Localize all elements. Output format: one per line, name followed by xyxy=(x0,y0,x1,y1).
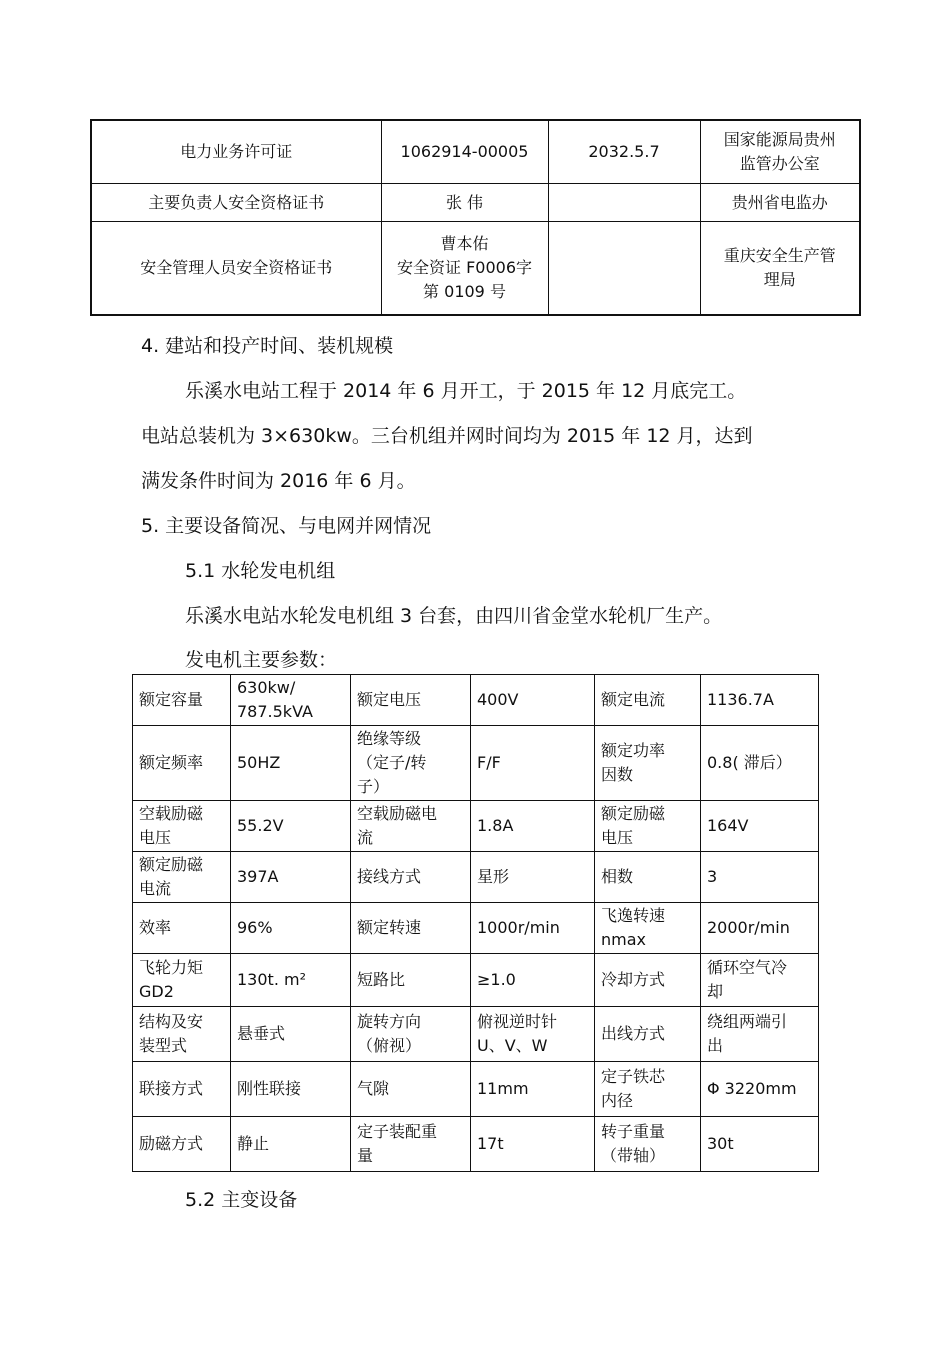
param-value-cell xyxy=(471,1007,595,1062)
param-value: 130t. m² xyxy=(237,970,306,989)
cert-row xyxy=(91,184,860,222)
param-value: 55.2V xyxy=(237,816,284,835)
param-row xyxy=(133,954,819,1007)
param-label: 空载励磁电 xyxy=(357,804,438,823)
param-value-cell xyxy=(231,903,351,954)
param-label-cell xyxy=(595,1117,701,1172)
param-value-cell xyxy=(471,852,595,903)
param-value: 俯视逆时针 xyxy=(477,1012,558,1031)
param-value-cell xyxy=(231,726,351,801)
param-value: 787.5kVA xyxy=(237,702,313,721)
param-row xyxy=(133,801,819,852)
cert-name-cell xyxy=(91,120,381,184)
cert-validity-cell xyxy=(548,184,700,222)
param-value: 400V xyxy=(477,690,519,709)
param-value-cell xyxy=(701,1062,819,1117)
param-value-cell xyxy=(701,726,819,801)
param-label: 电压 xyxy=(139,828,172,847)
cert-issuer-cell-line: 贵州省电监办 xyxy=(731,192,828,212)
cert-issuer-cell xyxy=(700,222,860,316)
param-value: 17t xyxy=(477,1134,504,1153)
param-value-cell xyxy=(231,852,351,903)
param-value-cell xyxy=(701,1007,819,1062)
param-label: 短路比 xyxy=(357,970,406,989)
section-4-line-2: 电站总装机为 3×630kw。三台机组并网时间均为 2015 年 12 月，达到 xyxy=(141,425,753,447)
param-label: 额定电压 xyxy=(357,690,422,709)
param-value: 1.8A xyxy=(477,816,514,835)
param-label-cell xyxy=(595,903,701,954)
param-value-cell xyxy=(231,801,351,852)
param-label-cell xyxy=(351,954,471,1007)
param-value: 出 xyxy=(707,1036,724,1055)
param-value-cell xyxy=(231,1062,351,1117)
param-value-cell xyxy=(231,1007,351,1062)
param-value-cell xyxy=(471,1062,595,1117)
param-value-cell xyxy=(701,954,819,1007)
cert-validity-cell xyxy=(548,120,700,184)
param-label: GD2 xyxy=(139,982,174,1001)
cert-issuer-cell-line: 理局 xyxy=(763,270,796,289)
cert-issuer-cell-line: 监管办公室 xyxy=(739,154,820,173)
param-value-cell xyxy=(701,801,819,852)
section-5-1-text: 乐溪水电站水轮发电机组 3 台套，由四川省金堂水轮机厂生产。 xyxy=(185,605,723,627)
param-label: 空载励磁 xyxy=(139,804,204,823)
param-label: 额定转速 xyxy=(357,918,422,937)
param-row xyxy=(133,726,819,801)
param-label-cell xyxy=(133,801,231,852)
param-label-cell xyxy=(351,801,471,852)
cert-name-cell xyxy=(91,184,381,222)
param-label: 效率 xyxy=(139,918,172,937)
param-row xyxy=(133,1007,819,1062)
param-label: 额定电流 xyxy=(601,690,666,709)
cert-name-cell-line: 电力业务许可证 xyxy=(180,142,293,161)
param-value: 96% xyxy=(237,918,273,937)
param-row xyxy=(133,903,819,954)
param-label-cell xyxy=(351,903,471,954)
param-value-cell xyxy=(471,801,595,852)
param-label: 飞逸转速 xyxy=(601,906,666,925)
param-label: 额定功率 xyxy=(601,741,666,760)
param-value: U、V、W xyxy=(477,1036,548,1055)
param-value: 30t xyxy=(707,1134,734,1153)
param-value-cell xyxy=(701,852,819,903)
cert-number-cell-line: 第 0109 号 xyxy=(423,282,506,301)
param-value: 397A xyxy=(237,867,279,886)
param-label: 流 xyxy=(357,828,374,847)
cert-issuer-cell xyxy=(700,120,860,184)
cert-number-cell-line: 曹本佑 xyxy=(440,234,489,253)
cert-validity-cell-line: 2032.5.7 xyxy=(588,142,660,161)
cert-row xyxy=(91,120,860,184)
param-label: 装型式 xyxy=(139,1036,188,1055)
param-label-cell xyxy=(351,675,471,726)
param-value: 静止 xyxy=(237,1134,270,1153)
param-value-cell xyxy=(231,954,351,1007)
param-label: 冷却方式 xyxy=(601,970,666,989)
param-label-cell xyxy=(595,1007,701,1062)
param-value: F/F xyxy=(477,753,501,772)
param-value: 2000r/min xyxy=(707,918,790,937)
param-label-cell xyxy=(351,1062,471,1117)
param-label-cell xyxy=(133,1007,231,1062)
param-label: 气隙 xyxy=(357,1079,390,1098)
param-label-cell xyxy=(595,1062,701,1117)
cert-issuer-cell xyxy=(700,184,860,222)
cert-name-cell-line: 安全管理人员安全资格证书 xyxy=(140,258,333,277)
cert-row xyxy=(91,222,860,316)
section-4-line-3: 满发条件时间为 2016 年 6 月。 xyxy=(141,470,416,492)
param-value: 循环空气冷 xyxy=(707,958,788,977)
param-value: ≥1.0 xyxy=(477,970,516,989)
param-label-cell xyxy=(133,903,231,954)
section-4-heading: 4. 建站和投产时间、装机规模 xyxy=(141,335,394,357)
section-5-2-heading: 5.2 主变设备 xyxy=(185,1189,298,1211)
param-value: 却 xyxy=(707,982,724,1001)
param-label: 额定容量 xyxy=(139,690,204,709)
certificate-table xyxy=(90,119,861,316)
param-value: 1000r/min xyxy=(477,918,560,937)
section-5-1-heading: 5.1 水轮发电机组 xyxy=(185,560,336,582)
param-label-cell xyxy=(133,852,231,903)
param-label-cell xyxy=(351,1007,471,1062)
param-label: （定子/转 xyxy=(357,753,427,772)
param-label: 额定频率 xyxy=(139,753,204,772)
cert-number-cell-line: 张 伟 xyxy=(445,192,484,212)
cert-issuer-cell-line: 国家能源局贵州 xyxy=(723,130,836,149)
param-value-cell xyxy=(701,903,819,954)
param-label-cell xyxy=(133,1062,231,1117)
param-value: 星形 xyxy=(477,867,510,886)
param-label: 定子装配重 xyxy=(357,1122,438,1141)
param-row xyxy=(133,1117,819,1172)
param-value-cell xyxy=(231,1117,351,1172)
param-label: 结构及安 xyxy=(139,1012,204,1031)
param-label: 旋转方向 xyxy=(357,1012,422,1031)
param-label: 接线方式 xyxy=(357,867,422,886)
params-label: 发电机主要参数： xyxy=(185,649,338,671)
param-value: 1136.7A xyxy=(707,690,774,709)
param-label-cell xyxy=(595,852,701,903)
param-value: 0.8( 滞后） xyxy=(707,753,792,772)
section-4-line-1: 乐溪水电站工程于 2014 年 6 月开工，于 2015 年 12 月底完工。 xyxy=(185,380,747,402)
cert-number-cell xyxy=(381,120,548,184)
cert-validity-cell xyxy=(548,222,700,316)
param-label: 量 xyxy=(357,1146,374,1165)
param-value-cell xyxy=(701,675,819,726)
param-label: 子） xyxy=(357,777,390,796)
param-label-cell xyxy=(133,954,231,1007)
param-label: 电压 xyxy=(601,828,634,847)
param-value-cell xyxy=(471,675,595,726)
param-value-cell xyxy=(471,903,595,954)
param-label-cell xyxy=(595,726,701,801)
param-label: 因数 xyxy=(601,765,634,784)
param-label: 绝缘等级 xyxy=(357,729,422,748)
param-value: 3 xyxy=(707,867,718,886)
param-label: 内径 xyxy=(601,1091,634,1110)
cert-number-cell xyxy=(381,184,548,222)
param-label-cell xyxy=(595,954,701,1007)
param-value: 11mm xyxy=(477,1079,529,1098)
param-value: 50HZ xyxy=(237,753,281,772)
param-value: 绕组两端引 xyxy=(707,1012,788,1031)
param-label-cell xyxy=(133,1117,231,1172)
param-value-cell xyxy=(471,1117,595,1172)
param-value: Φ 3220mm xyxy=(707,1079,797,1098)
param-label-cell xyxy=(133,726,231,801)
param-label: 出线方式 xyxy=(601,1024,666,1043)
param-label: 额定励磁 xyxy=(139,855,204,874)
param-label: 电流 xyxy=(139,879,172,898)
param-label: 转子重量 xyxy=(601,1122,666,1141)
cert-name-cell xyxy=(91,222,381,316)
param-label: （带轴） xyxy=(601,1146,666,1165)
generator-parameter-table xyxy=(132,674,819,1172)
param-value: 悬垂式 xyxy=(237,1024,286,1043)
param-value: 刚性联接 xyxy=(237,1079,302,1098)
param-value: 630kw/ xyxy=(237,678,296,697)
section-5-heading: 5. 主要设备简况、与电网并网情况 xyxy=(141,515,432,537)
param-label-cell xyxy=(595,801,701,852)
param-label-cell xyxy=(133,675,231,726)
param-label: 额定励磁 xyxy=(601,804,666,823)
cert-issuer-cell-line: 重庆安全生产管 xyxy=(723,246,836,265)
param-label: （俯视） xyxy=(357,1036,422,1055)
param-row xyxy=(133,852,819,903)
param-label-cell xyxy=(351,852,471,903)
cert-number-cell xyxy=(381,222,548,316)
param-label: 励磁方式 xyxy=(139,1134,204,1153)
param-row xyxy=(133,1062,819,1117)
param-label: 联接方式 xyxy=(139,1079,204,1098)
param-value-cell xyxy=(231,675,351,726)
param-label-cell xyxy=(351,726,471,801)
param-label: 定子铁芯 xyxy=(601,1067,666,1086)
param-label: 飞轮力矩 xyxy=(139,958,204,977)
param-label: nmax xyxy=(601,930,646,949)
param-value-cell xyxy=(471,726,595,801)
cert-number-cell-line: 安全资证 F0006字 xyxy=(396,258,532,277)
param-value-cell xyxy=(471,954,595,1007)
param-row xyxy=(133,675,819,726)
param-label-cell xyxy=(595,675,701,726)
param-label-cell xyxy=(351,1117,471,1172)
cert-number-cell-line: 1062914-00005 xyxy=(400,142,529,161)
cert-name-cell-line: 主要负责人安全资格证书 xyxy=(148,192,325,212)
param-value: 164V xyxy=(707,816,749,835)
param-label: 相数 xyxy=(601,867,634,886)
param-value-cell xyxy=(701,1117,819,1172)
